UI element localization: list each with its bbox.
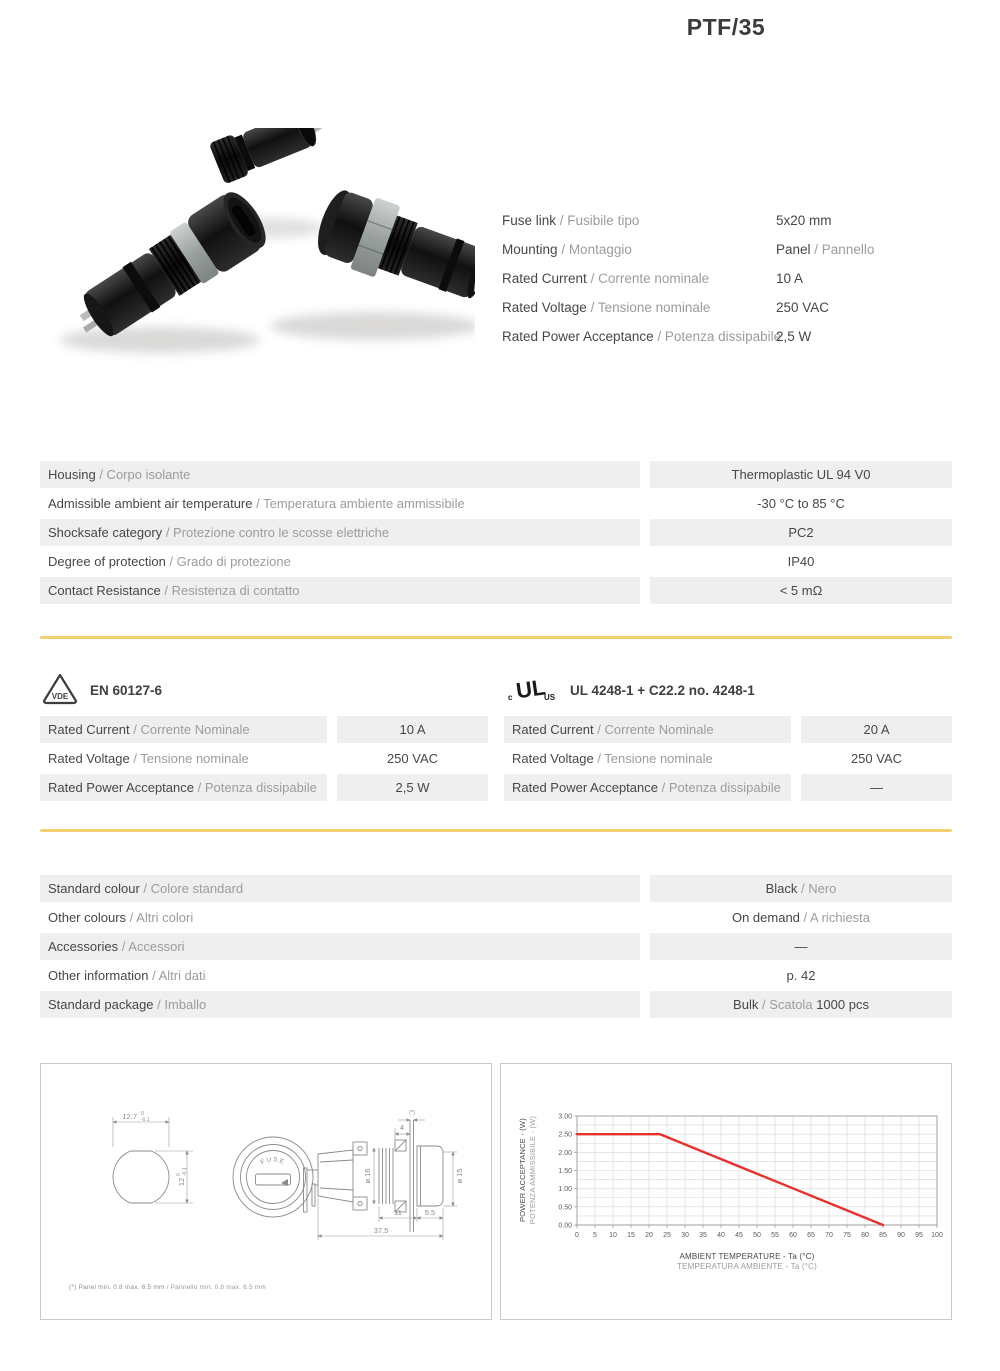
row-label: Rated Power Acceptance [48, 780, 194, 795]
svg-text:0.50: 0.50 [558, 1204, 572, 1212]
spec-label: Fuse link [502, 213, 557, 228]
spec-label-it: / Fusibile tipo [559, 213, 640, 228]
row-value: — [870, 780, 883, 795]
svg-text:70: 70 [825, 1232, 833, 1239]
dim-bezel-depth: 5.5 [424, 1208, 436, 1217]
table-row [40, 875, 952, 902]
page-title: PTF/35 [686, 14, 766, 40]
row-label: Rated Current [512, 722, 594, 737]
photo-shadow [270, 312, 475, 340]
spec-value: 5x20 mm [776, 213, 832, 228]
row-label: Standard package [48, 997, 154, 1012]
svg-text:35: 35 [699, 1232, 707, 1239]
svg-text:60: 60 [789, 1232, 797, 1239]
row-value: 20 A [863, 722, 890, 737]
row-value: Black [765, 881, 798, 896]
ordering-info-table [40, 875, 952, 1020]
row-value: IP40 [787, 554, 815, 569]
row-label: Standard colour [48, 881, 140, 896]
row-value: < 5 mΩ [779, 583, 823, 598]
product-photo [45, 128, 475, 368]
svg-text:0: 0 [575, 1232, 579, 1239]
spec-row-rated-current [502, 264, 954, 293]
row-label-it: / Accessori [121, 939, 185, 954]
svg-text:55: 55 [771, 1232, 779, 1239]
spec-label-it: / Potenza dissipabile [657, 329, 782, 344]
spec-label-it: / Tensione nominale [590, 300, 711, 315]
dim-thread-dia: ø 16 [363, 1168, 372, 1184]
row-value: PC2 [788, 525, 814, 540]
table-row [40, 904, 952, 931]
svg-text:40: 40 [717, 1232, 725, 1239]
quick-specs [502, 206, 954, 351]
spec-label: Rated Power Acceptance [502, 329, 654, 344]
row-label: Rated Voltage [512, 751, 594, 766]
x-label-it: TEMPERATURA AMBIENTE - Ta (°C) [676, 1262, 818, 1271]
row-value: 10 A [399, 722, 426, 737]
row-value: Bulk [733, 997, 759, 1012]
svg-text:3.00: 3.00 [558, 1113, 572, 1121]
svg-text:0.00: 0.00 [558, 1222, 572, 1230]
row-label-it: / Imballo [157, 997, 207, 1012]
svg-text:1.50: 1.50 [558, 1168, 572, 1175]
svg-text:100: 100 [931, 1232, 943, 1239]
row-label: Admissible ambient air temperature [48, 496, 253, 511]
photo-shadow [60, 327, 260, 353]
row-value: — [794, 939, 808, 954]
cert-standard: EN 60127-6 [90, 682, 163, 698]
svg-text:45: 45 [735, 1232, 743, 1239]
spec-row-fuse-link [502, 206, 954, 235]
row-label-it: / Tensione nominale [597, 751, 713, 766]
chart-y-axis-label [518, 1060, 538, 1280]
row-value: Thermoplastic UL 94 V0 [731, 467, 871, 482]
dim-cutout-width-tol-lo: -0.1 [141, 1117, 150, 1123]
row-label-it: / Corrente Nominale [133, 722, 250, 737]
svg-text:65: 65 [807, 1232, 815, 1239]
row-label: Contact Resistance [48, 583, 161, 598]
spec-label: Rated Current [502, 271, 587, 286]
row-label-it: / Altri colori [129, 910, 194, 925]
table-row [504, 745, 952, 772]
svg-text:90: 90 [897, 1232, 905, 1239]
row-label: Accessories [48, 939, 119, 954]
row-label-it: / Resistenza di contatto [164, 583, 300, 598]
spec-value: 250 VAC [776, 300, 830, 315]
spec-label-it: / Montaggio [561, 242, 632, 257]
svg-text:VDE: VDE [51, 691, 69, 701]
svg-text:80: 80 [861, 1232, 869, 1239]
dim-cutout-width: 12.7 [122, 1112, 137, 1121]
table-row [40, 519, 952, 546]
row-value: 250 VAC [386, 751, 439, 766]
dim-thread-len: 4 [399, 1123, 405, 1132]
fuse-marking-label: FUSE [259, 1156, 287, 1167]
table-row [40, 962, 952, 989]
row-label-it: / Grado di protezione [169, 554, 291, 569]
dim-cutout-width-tol-hi: 0 [141, 1111, 144, 1117]
spec-label: Rated Voltage [502, 300, 587, 315]
table-row [40, 577, 952, 604]
row-label: Other information [48, 968, 149, 983]
svg-text:75: 75 [843, 1232, 851, 1239]
technical-drawing-box [40, 1063, 492, 1320]
row-label: Shocksafe category [48, 525, 163, 540]
spec-row-rated-voltage [502, 293, 954, 322]
drawing-footnote [69, 1284, 266, 1291]
fuse-holder-right [310, 183, 475, 322]
table-row [504, 716, 952, 743]
row-label: Rated Power Acceptance [512, 780, 658, 795]
svg-text:10: 10 [609, 1232, 617, 1239]
dim-cutout-height-tol-lo: -0.1 [182, 1167, 188, 1176]
svg-text:25: 25 [663, 1232, 671, 1239]
chart-x-axis-label [551, 1252, 943, 1272]
fuse-carrier-cap [209, 128, 329, 184]
spec-row-mounting [502, 235, 954, 264]
spec-value: 2,5 W [776, 329, 812, 344]
row-value: 2,5 W [395, 780, 430, 795]
row-label-it: / Potenza dissipabile [661, 780, 781, 795]
row-label: Rated Current [48, 722, 130, 737]
spec-label: Mounting [502, 242, 558, 257]
row-label-it: / Protezione contro le scosse elettriche [165, 525, 390, 540]
svg-text:1.00: 1.00 [558, 1186, 572, 1194]
table-row [504, 774, 952, 801]
spec-label-it: / Corrente nominale [590, 271, 710, 286]
row-value: 250 VAC [850, 751, 903, 766]
derating-chart [551, 1104, 943, 1252]
table-row [40, 716, 488, 743]
row-label: Other colours [48, 910, 127, 925]
spec-value: 10 A [776, 271, 804, 286]
table-row [40, 991, 952, 1018]
dim-overall: 37.5 [373, 1226, 389, 1235]
row-label-it: / Tensione nominale [133, 751, 249, 766]
row-value: On demand [731, 910, 800, 925]
row-value-suffix: 1000 pcs [816, 997, 869, 1012]
svg-text:5: 5 [593, 1232, 597, 1239]
svg-text:UL: UL [514, 673, 547, 703]
footnote-it: / Pannello min. 0.8 max. 6.5 mm [166, 1284, 267, 1291]
row-label-it: / Potenza dissipabile [197, 780, 317, 795]
y-label-en: POWER ACCEPTANCE - (W) [518, 1118, 527, 1222]
dim-bezel-dia: ø 15 [455, 1168, 464, 1184]
derating-chart-box [500, 1063, 952, 1320]
row-value: -30 °C to 85 °C [757, 496, 845, 511]
cert-heading-en [42, 672, 162, 708]
cert-standard: UL 4248-1 + C22.2 no. 4248-1 [570, 682, 755, 698]
cert-heading-ul [506, 672, 755, 708]
svg-text:2.50: 2.50 [558, 1131, 572, 1139]
row-value-it: / A richiesta [803, 910, 871, 925]
footnote-en: (*) Panel min. 0.8 max. 6.5 mm [69, 1284, 165, 1291]
row-label-it: / Corpo isolante [99, 467, 191, 482]
table-row [40, 774, 488, 801]
svg-text:c: c [508, 692, 513, 702]
table-row [40, 461, 952, 488]
spec-value-it: / Pannello [814, 242, 875, 257]
vde-logo-icon [42, 673, 78, 708]
row-label: Degree of protection [48, 554, 166, 569]
spec-value: Panel [776, 242, 811, 257]
y-label-it: POTENZA AMMISSIBILE - (W) [527, 1115, 537, 1225]
spec-row-rated-power [502, 322, 954, 351]
svg-text:FUSE [260, 1156, 287, 1166]
row-value-it: / Scatola [761, 997, 813, 1012]
divider [40, 829, 952, 832]
svg-text:50: 50 [753, 1232, 761, 1239]
divider [40, 636, 952, 639]
row-value-it: / Nero [801, 881, 837, 896]
row-label: Rated Voltage [48, 751, 130, 766]
cert-table-ul [504, 716, 952, 803]
table-row [40, 548, 952, 575]
svg-text:2.00: 2.00 [558, 1149, 572, 1157]
cert-table-en [40, 716, 488, 803]
row-value: p. 42 [786, 968, 816, 983]
technical-drawing [41, 1064, 491, 1319]
svg-text:15: 15 [627, 1232, 635, 1239]
table-row [40, 933, 952, 960]
table-row [40, 490, 952, 517]
row-label-it: / Colore standard [143, 881, 244, 896]
general-characteristics-table [40, 461, 952, 606]
svg-text:20: 20 [645, 1232, 653, 1239]
row-label: Housing [48, 467, 96, 482]
row-label-it: / Temperatura ambiente ammissibile [256, 496, 465, 511]
dim-cutout-height-tol-hi: 0 [176, 1173, 182, 1176]
x-label-en: AMBIENT TEMPERATURE - Ta (°C) [679, 1252, 815, 1261]
dim-cutout-height: 12 [177, 1177, 186, 1187]
svg-text:85: 85 [879, 1232, 887, 1239]
table-row [40, 745, 488, 772]
svg-text:US: US [544, 692, 556, 702]
svg-text:30: 30 [681, 1232, 689, 1239]
row-label-it: / Altri dati [152, 968, 206, 983]
ul-logo-icon [506, 673, 558, 708]
dim-panel-ref: (*) [409, 1110, 415, 1116]
row-label-it: / Corrente Nominale [597, 722, 714, 737]
svg-text:95: 95 [915, 1232, 923, 1239]
dim-behind-panel: 11 [394, 1208, 402, 1217]
